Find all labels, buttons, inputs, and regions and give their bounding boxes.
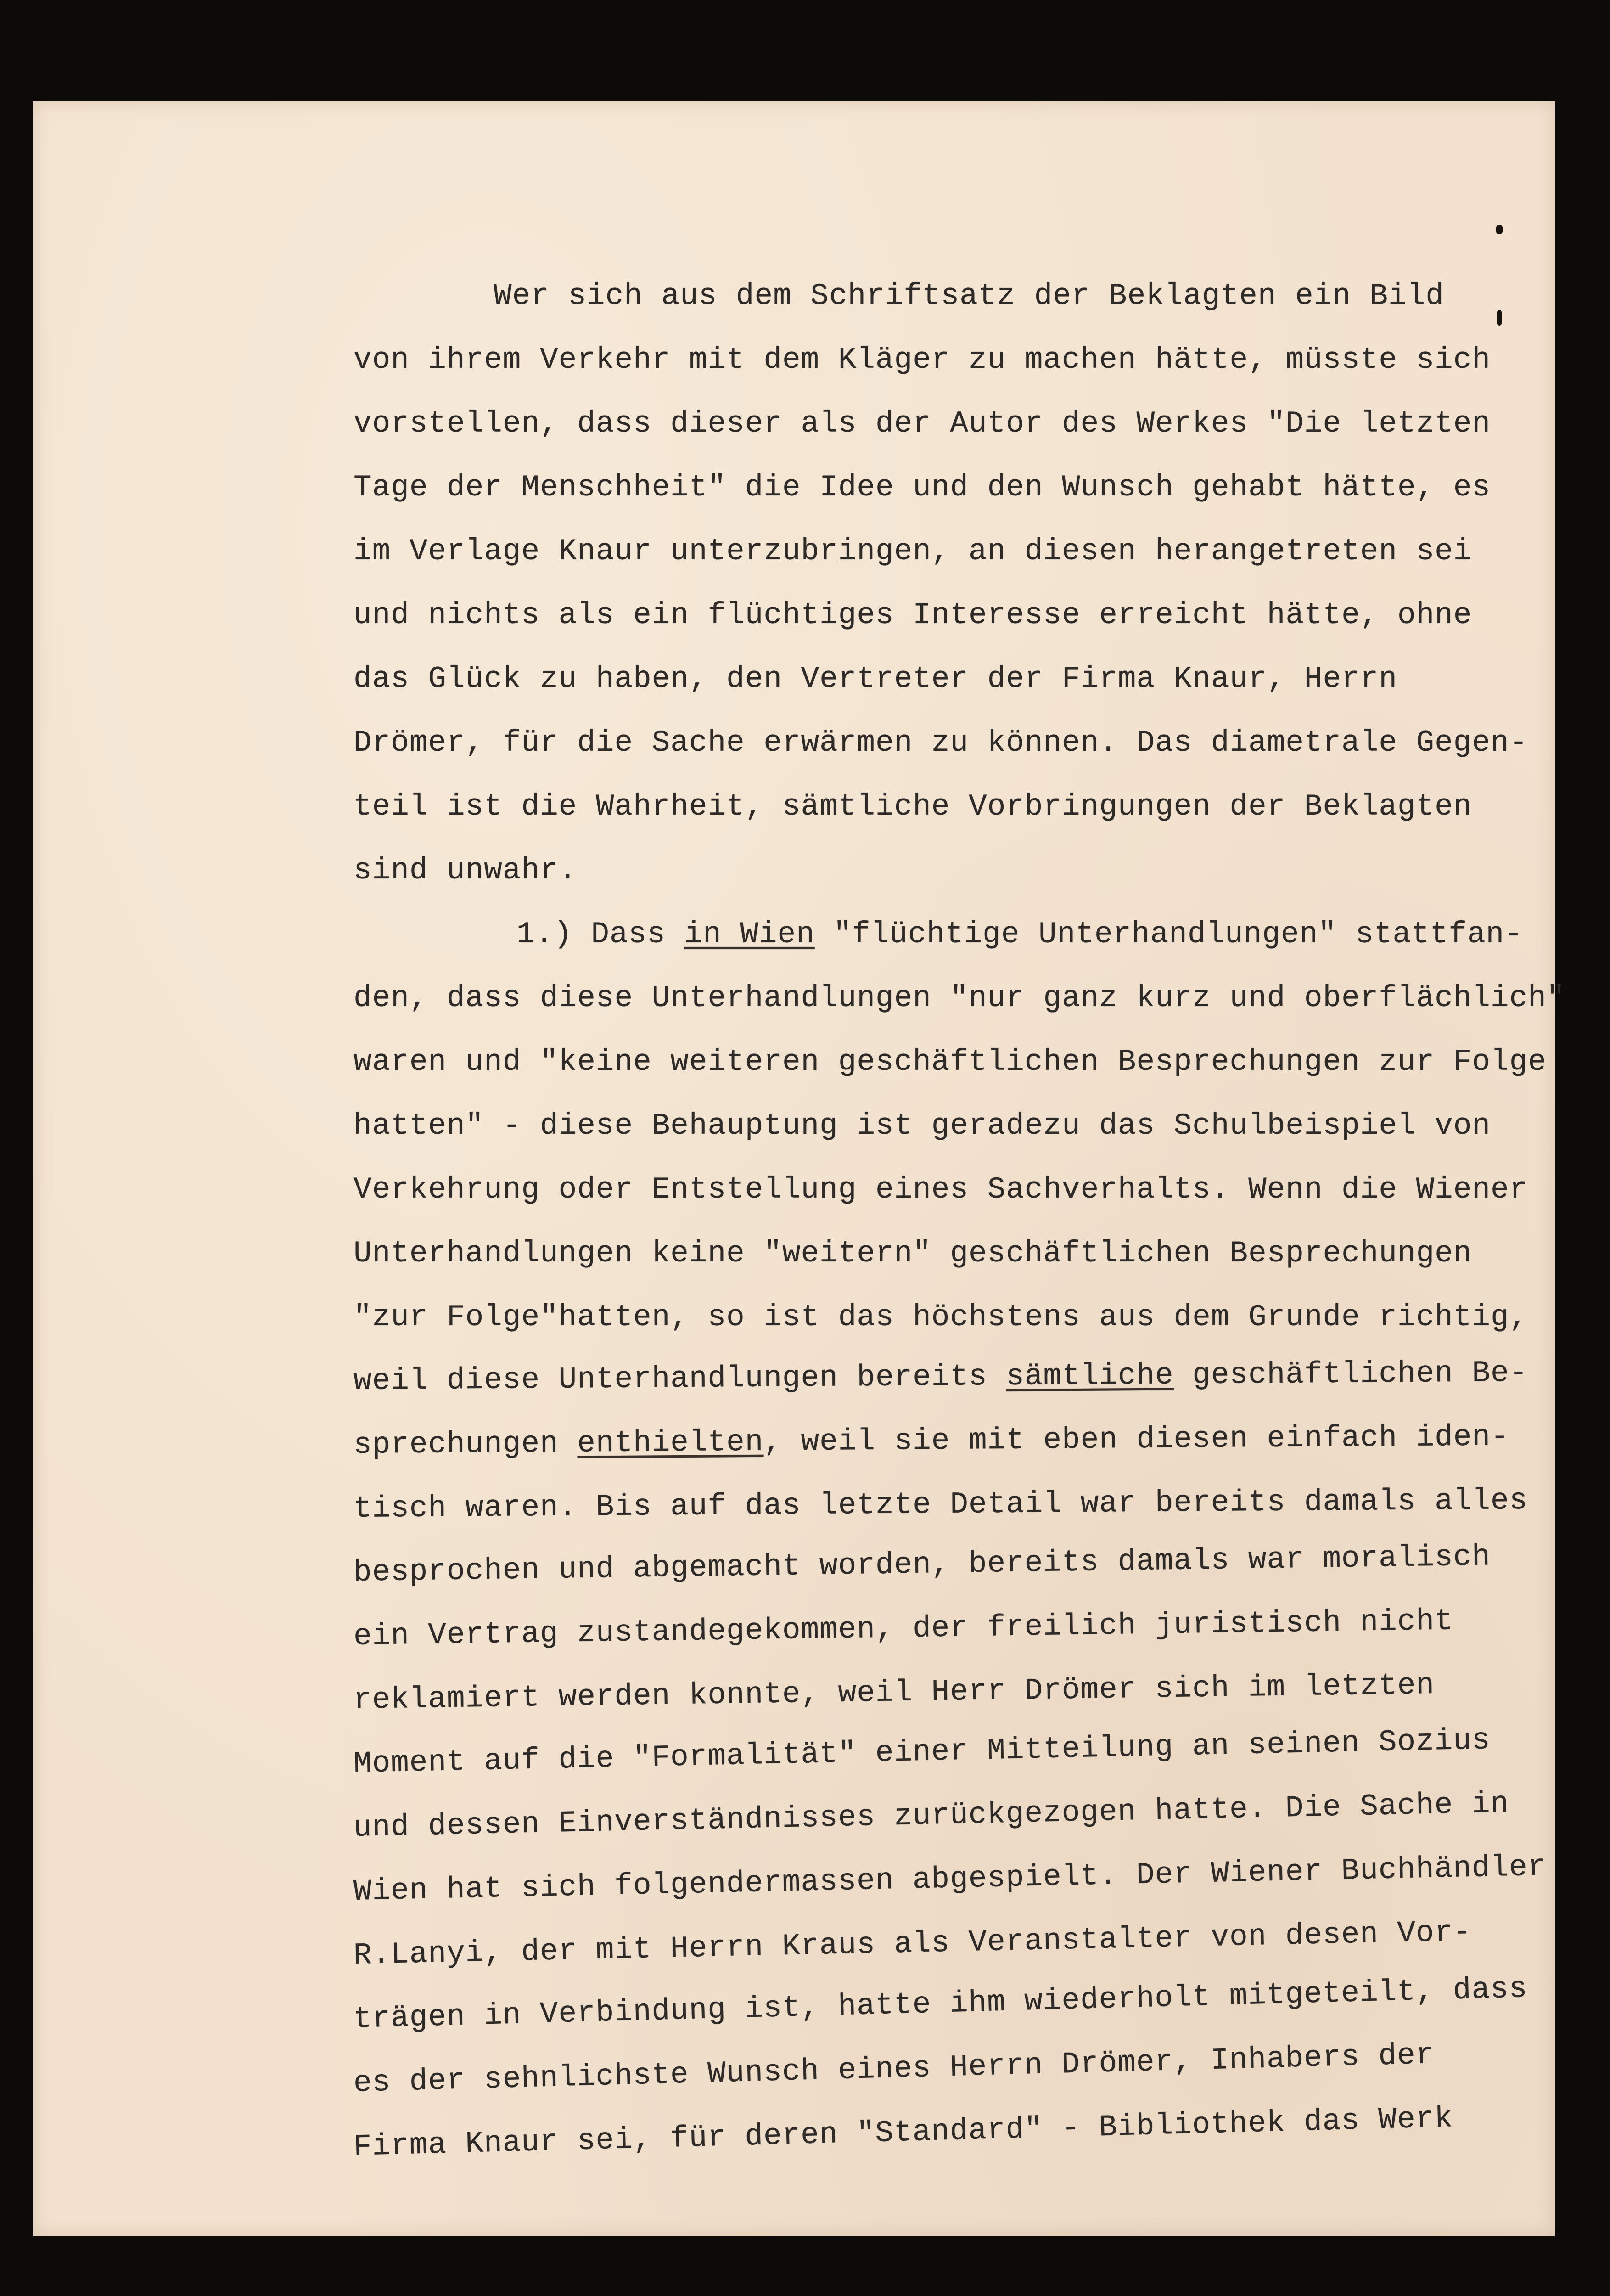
text-line: ein Vertrag zustandegekommen, der freilich juristisch nicht: [353, 1604, 1454, 1654]
text-line: Wer sich aus dem Schriftsatz der Beklagten ein Bild: [494, 279, 1444, 313]
underlined-word: enthielten: [577, 1424, 764, 1461]
text-fragment: 1.) Dass: [516, 917, 684, 951]
text-line: das Glück zu haben, den Vertreter der Firma Knaur, Herrn: [353, 662, 1397, 696]
text-line: Unterhandlungen keine "weitern" geschäftlichen Besprechungen: [353, 1236, 1472, 1271]
text-line: von ihrem Verkehr mit dem Kläger zu machen hätte, müsste sich: [353, 343, 1491, 377]
text-line: [353, 1341, 1538, 1413]
text-line: Tage der Menschheit" die Idee und den Wunsch gehabt hätte, es: [353, 470, 1491, 505]
text-line: besprochen und abgemacht worden, bereits damals war moralisch: [353, 1539, 1491, 1590]
text-line: "zur Folge"hatten, so ist das höchstens aus dem Grunde richtig,: [353, 1300, 1528, 1334]
text-fragment: geschäftlichen Be-: [1173, 1356, 1528, 1393]
typed-text-body: [353, 264, 1565, 2179]
text-fragment: sprechungen: [353, 1426, 578, 1462]
text-fragment: , weil sie mit eben diesen einfach iden-: [763, 1419, 1509, 1459]
text-line: Moment auf die "Formalität" einer Mitteilung an seinen Sozius: [353, 1723, 1491, 1781]
text-line: reklamiert werden konnte, weil Herr Drömer sich im letzten: [353, 1668, 1435, 1717]
underlined-word: sämtliche: [1005, 1358, 1174, 1394]
text-line: und dessen Einverständnisses zurückgezogen hatte. Die Sache in: [353, 1786, 1509, 1845]
text-line: Drömer, für die Sache erwärmen zu können. Das diametrale Gegen-: [353, 726, 1528, 760]
text-line: teil ist die Wahrheit, sämtliche Vorbringungen der Beklagten: [353, 789, 1472, 824]
text-line: tisch waren. Bis auf das letzte Detail war bereits damals alles: [353, 1483, 1528, 1526]
text-line: R.Lanyi, der mit Herrn Kraus als Veranstalter von desen Vor-: [353, 1914, 1472, 1973]
text-line: [353, 1405, 1538, 1477]
text-line: sind unwahr.: [353, 853, 578, 888]
underlined-word: in Wien: [684, 917, 815, 951]
punch-hole-mark: [1496, 225, 1503, 234]
text-line: Verkehrung oder Entstellung eines Sachverhalts. Wenn die Wiener: [353, 1172, 1528, 1207]
text-line: hatten" - diese Behauptung ist geradezu das Schulbeispiel von: [353, 1109, 1491, 1143]
text-line: es der sehnlichste Wunsch eines Herrn Drömer, Inhabers der: [353, 2037, 1435, 2100]
text-line: Firma Knaur sei, für deren "Standard" - Bibliothek das Werk: [353, 2101, 1453, 2164]
text-line: im Verlage Knaur unterzubringen, an diesen herangetreten sei: [353, 534, 1472, 568]
text-fragment: weil diese Unterhandlungen bereits: [353, 1359, 1006, 1398]
text-line: waren und "keine weiteren geschäftlichen Besprechungen zur Folge: [353, 1045, 1547, 1079]
text-line-numbered: [353, 902, 1538, 966]
text-line: vorstellen, dass dieser als der Autor des Werkes "Die letzten: [353, 406, 1491, 441]
text-line: Wien hat sich folgendermassen abgespielt. Der Wiener Buchhändler: [353, 1849, 1547, 1909]
text-line: trägen in Verbindung ist, hatte ihm wiederholt mitgeteilt, dass: [353, 1971, 1528, 2037]
text-fragment: "flüchtige Unterhandlungen" stattfan-: [814, 917, 1523, 951]
text-line: den, dass diese Unterhandlungen "nur ganz kurz und oberflächlich": [353, 981, 1565, 1015]
text-line: und nichts als ein flüchtiges Interesse erreicht hätte, ohne: [353, 598, 1472, 632]
